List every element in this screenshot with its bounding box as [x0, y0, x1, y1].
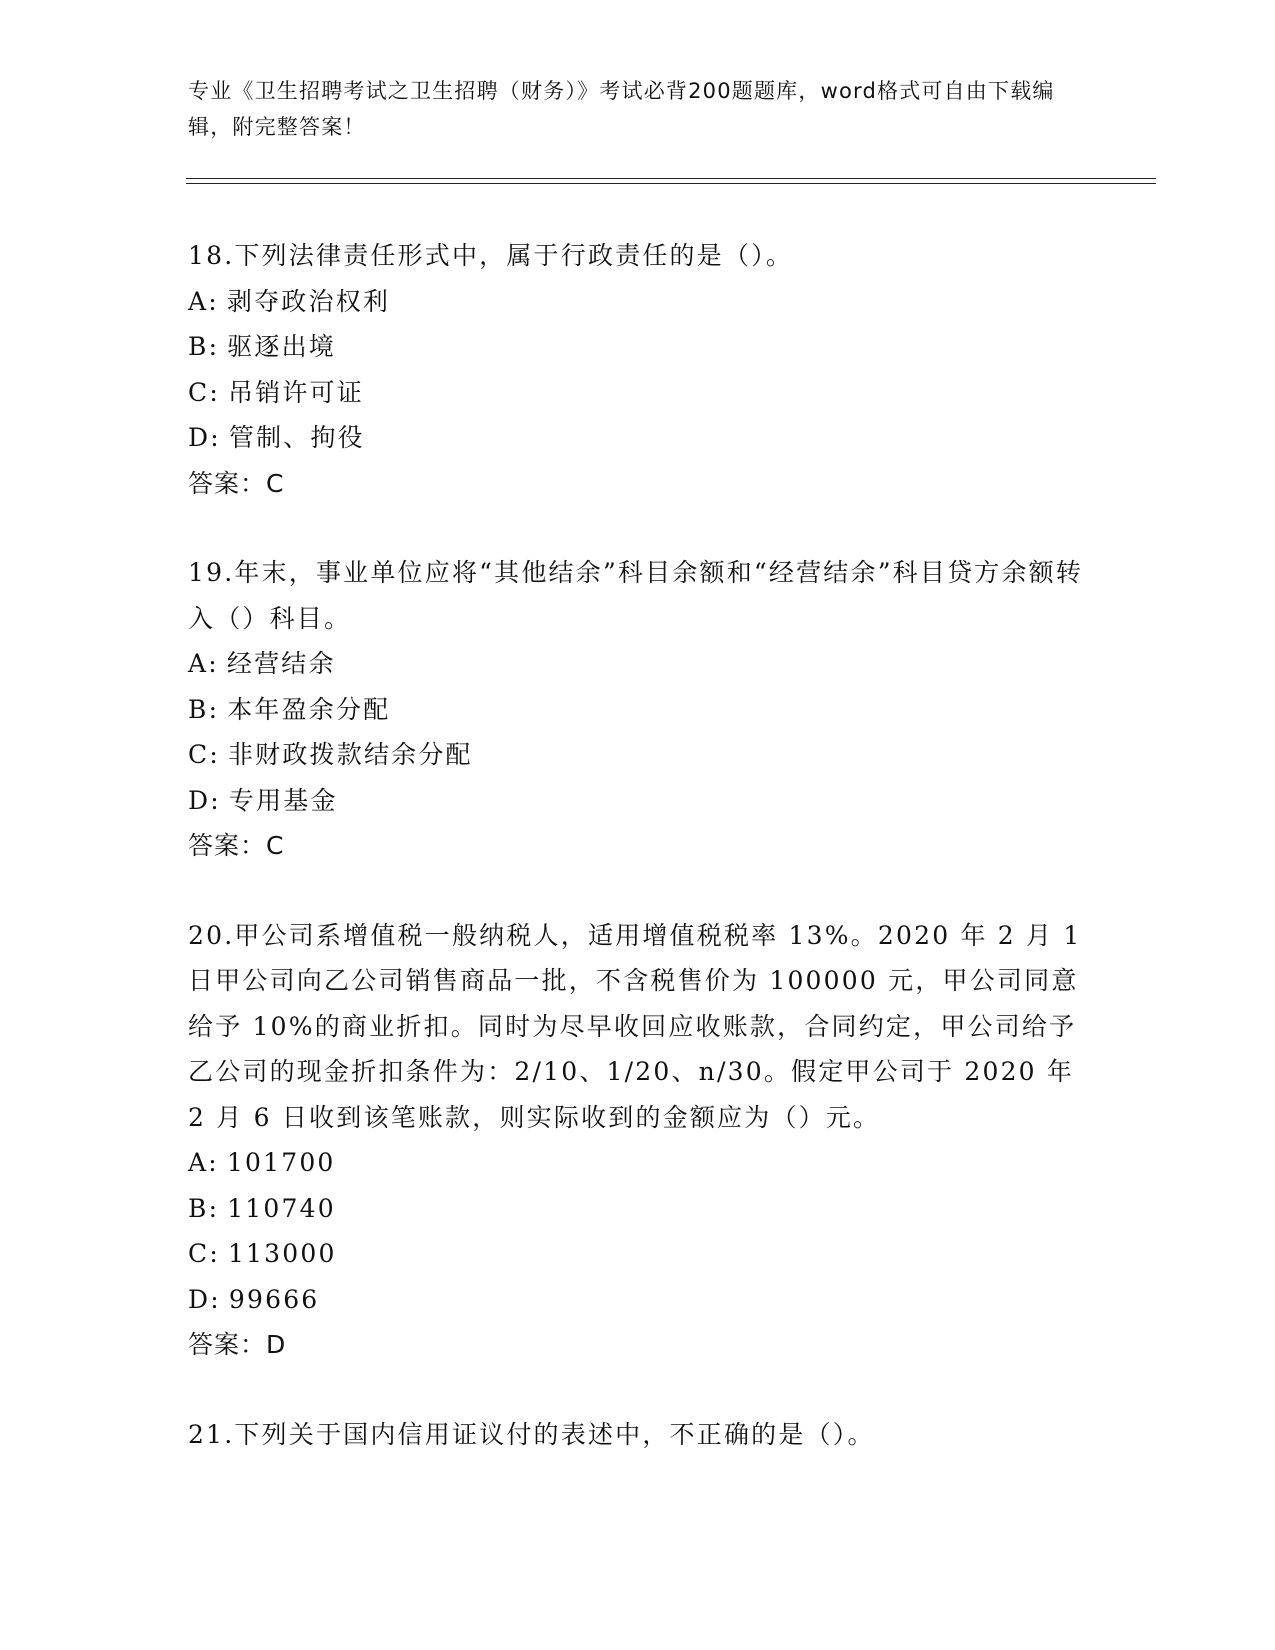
option-text: 非财政拨款结余分配: [227, 740, 473, 769]
question-text: 19.年末，事业单位应将“其他结余”科目余额和“经营结余”科目贷方余额转入（）科目。: [188, 558, 1084, 633]
option-label: D:: [188, 423, 221, 452]
option-label: A:: [188, 286, 219, 316]
option-label: A:: [188, 1148, 219, 1177]
option-label: D:: [188, 785, 221, 815]
option-text: 吊销许可证: [227, 377, 364, 407]
option-a: [188, 641, 1088, 687]
option-text: 专用基金: [228, 785, 338, 815]
option-c: [188, 732, 1088, 778]
question-text: 20.甲公司系增值税一般纳税人，适用增值税税率 13%。2020 年 2 月 1 日甲公司向乙公司销售商品一批，不含税售价为 100000 元，甲公司同意给予 10%的商业折扣。同时为尽早收回应收账款，合同约定，甲公司给予乙公司的现金折扣条件为：2/10、1/20、n/30。假定甲公司于 2020 年 2 月 6 日收到该笔账款，则实际收到的金额应为（）元。: [188, 920, 1082, 1132]
option-label: B:: [188, 694, 220, 724]
option-label: B:: [188, 1193, 220, 1223]
question-text: 18.下列法律责任形式中，属于行政责任的是（）。: [188, 241, 794, 270]
header-divider: [186, 178, 1156, 179]
option-text: 101700: [226, 1148, 336, 1177]
option-text: 剥夺政治权利: [226, 286, 391, 316]
option-c: [188, 370, 1088, 416]
option-text: 驱逐出境: [227, 332, 337, 361]
answer-text: 答案：C: [188, 468, 285, 498]
document-header: 专业《卫生招聘考试之卫生招聘（财务）》考试必背200题题库，word格式可自由下载编辑，附完整答案！: [188, 79, 1055, 139]
question-item: [188, 233, 1088, 506]
question-text: 21.下列关于国内信用证议付的表述中，不正确的是（）。: [188, 1419, 875, 1449]
option-label: C:: [188, 377, 220, 407]
option-label: A:: [188, 649, 219, 678]
option-label: C:: [188, 740, 220, 769]
option-label: D:: [188, 1284, 221, 1314]
option-a: [188, 1140, 1088, 1186]
option-d: [188, 415, 1088, 461]
option-label: B:: [188, 332, 220, 361]
option-c: [188, 1231, 1088, 1277]
option-text: 110740: [227, 1193, 336, 1223]
option-d: [188, 1277, 1088, 1323]
option-text: 管制、拘役: [228, 423, 365, 452]
option-text: 99666: [228, 1284, 320, 1314]
option-b: [188, 324, 1088, 370]
question-item: [188, 1412, 1088, 1458]
option-a: [188, 279, 1088, 325]
option-b: [188, 687, 1088, 733]
answer-text: 答案：D: [188, 1330, 287, 1359]
answer-text: 答案：C: [188, 831, 285, 860]
option-text: 本年盈余分配: [227, 694, 391, 724]
question-item: [188, 550, 1088, 869]
option-label: C:: [188, 1239, 220, 1268]
question-item: [188, 913, 1088, 1368]
question-list: [188, 233, 1088, 1501]
option-text: 113000: [227, 1239, 337, 1268]
header-divider-second: [186, 183, 1156, 184]
option-b: [188, 1186, 1088, 1232]
option-text: 经营结余: [226, 649, 336, 678]
option-d: [188, 778, 1088, 824]
